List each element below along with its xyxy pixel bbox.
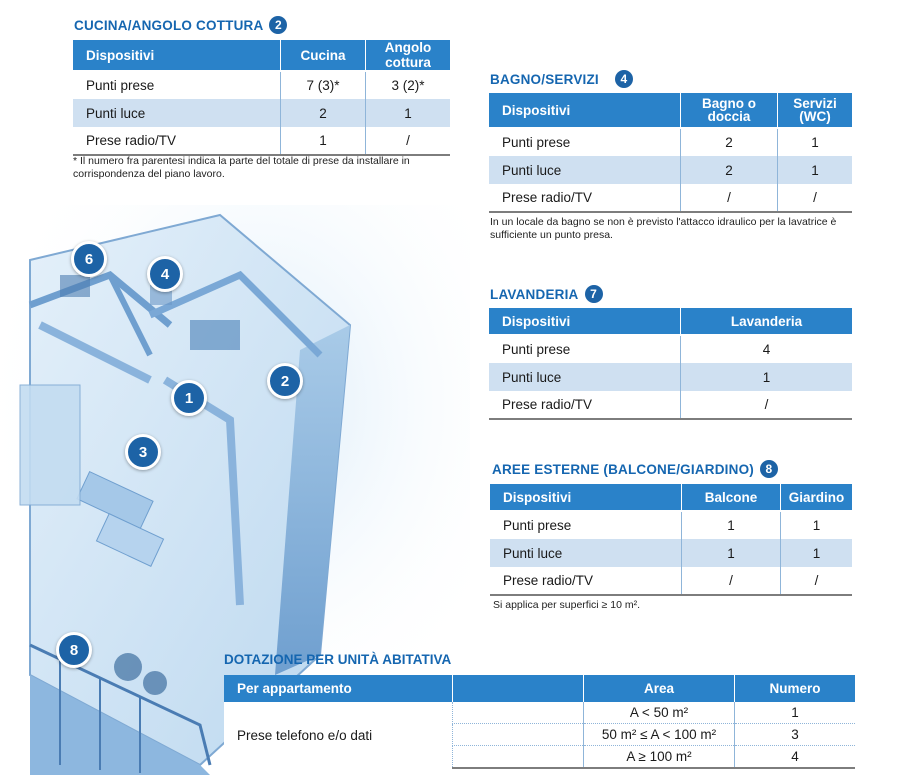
table-row [73,71,450,99]
dotazione-table [224,675,855,769]
room-marker-2: 2 [267,363,303,399]
lavanderia-title [490,285,603,303]
cell: / [366,127,451,155]
cell: 1 [735,702,856,724]
cell: 4 [735,746,856,769]
room-marker-3: 3 [125,434,161,470]
cell: 1 [281,127,366,155]
table-row [224,702,855,724]
table-row [489,363,852,391]
esterne-badge: 8 [760,460,778,478]
empty-cell [453,746,584,769]
row-label: Prese radio/TV [489,184,681,212]
col-header: Giardino [781,484,853,511]
cell: 3 [735,724,856,746]
bagno-badge: 4 [615,70,633,88]
cell: 1 [682,511,781,539]
esterne-title [492,460,778,478]
table-row [73,127,450,155]
col-header: Dispositivi [73,40,281,71]
cell: 2 [681,156,778,184]
cell: A < 50 m² [584,702,735,724]
col-header: Lavanderia [681,308,853,335]
room-marker-4: 4 [147,256,183,292]
row-label: Punti luce [73,99,281,127]
empty-cell [453,724,584,746]
col-header: Dispositivi [490,484,682,511]
cucina-title [74,16,287,34]
cell: 1 [778,128,853,156]
esterne-footnote: Si applica per superfici ≥ 10 m². [493,599,640,611]
cell: 3 (2)* [366,71,451,99]
cell: 1 [681,363,853,391]
cell: 1 [366,99,451,127]
col-header: Cucina [281,40,366,71]
esterne-title-text: AREE ESTERNE (BALCONE/GIARDINO) [492,461,754,477]
empty-cell [453,702,584,724]
cell: 4 [681,335,853,363]
row-label: Punti prese [489,128,681,156]
col-header: Angolo cottura [366,40,451,71]
cell: 50 m² ≤ A < 100 m² [584,724,735,746]
row-label: Punti prese [489,335,681,363]
row-label: Prese telefono e/o dati [224,702,453,768]
row-label: Punti prese [73,71,281,99]
cucina-footnote: * Il numero fra parentesi indica la parte del totale di prese da installare in corrispondenza del piano lavoro. [73,155,410,180]
row-label: Prese radio/TV [490,567,682,595]
col-header: Bagno o doccia [681,93,778,128]
cell: / [681,391,853,419]
bagno-title-text: BAGNO/SERVIZI [490,71,599,87]
cell: 7 (3)* [281,71,366,99]
table-row [489,184,852,212]
row-label: Punti luce [489,156,681,184]
table-row [489,156,852,184]
bagno-footnote: In un locale da bagno se non è previsto l'attacco idraulico per la lavatrice è sufficiente un punto presa. [490,216,837,241]
cell: 1 [781,511,853,539]
cell: / [781,567,853,595]
table-row [490,511,852,539]
room-marker-1: 1 [171,380,207,416]
cell: 1 [781,539,853,567]
cell: / [681,184,778,212]
table-row [489,335,852,363]
col-header: Numero [735,675,856,702]
col-header: Area [584,675,735,702]
table-row [73,99,450,127]
room-marker-6: 6 [71,241,107,277]
table-row [489,391,852,419]
lavanderia-title-text: LAVANDERIA [490,286,579,302]
cucina-title-text: CUCINA/ANGOLO COTTURA [74,17,264,33]
cucina-badge: 2 [269,16,287,34]
col-header: Dispositivi [489,93,681,128]
lavanderia-table [489,308,852,420]
table-row [489,128,852,156]
row-label: Punti luce [489,363,681,391]
cell: 2 [281,99,366,127]
row-label: Prese radio/TV [489,391,681,419]
dotazione-title: DOTAZIONE PER UNITÀ ABITATIVA [224,652,452,667]
cell: / [778,184,853,212]
bagno-title [490,70,633,88]
cell: / [682,567,781,595]
col-header: Balcone [682,484,781,511]
cell: A ≥ 100 m² [584,746,735,769]
cell: 1 [778,156,853,184]
table-row [490,539,852,567]
cell: 2 [681,128,778,156]
table-row [490,567,852,595]
row-label: Punti prese [490,511,682,539]
col-header: Per appartamento [224,675,453,702]
room-marker-8: 8 [56,632,92,668]
cell: 1 [682,539,781,567]
cucina-table [73,40,450,156]
row-label: Prese radio/TV [73,127,281,155]
col-header: Dispositivi [489,308,681,335]
lavanderia-badge: 7 [585,285,603,303]
bagno-table [489,93,852,213]
col-header: Servizi (WC) [778,93,853,128]
col-header [453,675,584,702]
row-label: Punti luce [490,539,682,567]
esterne-table [490,484,852,596]
